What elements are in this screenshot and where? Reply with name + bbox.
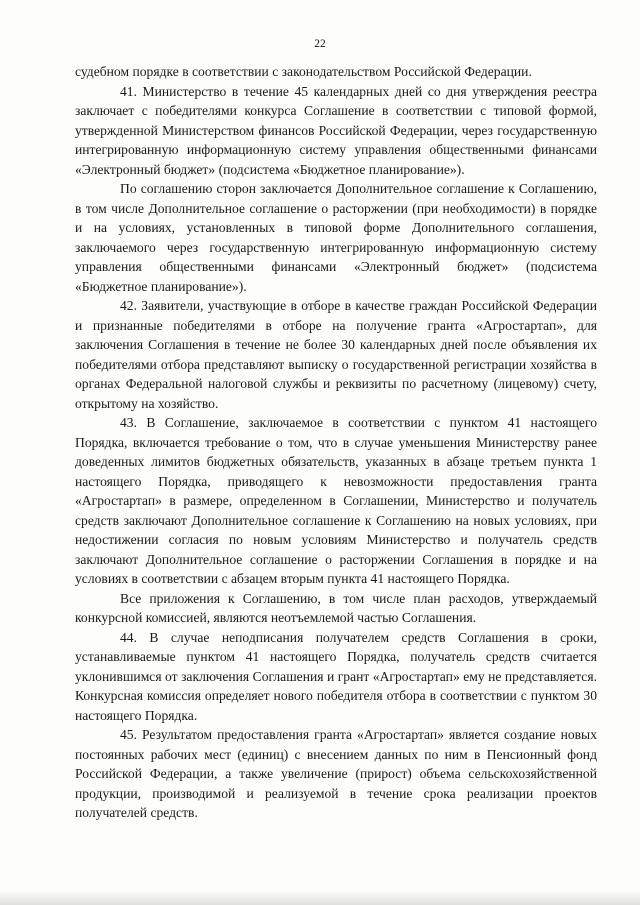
paragraph-continuation: судебном порядке в соответствии с законодательством Российской Федерации. — [75, 64, 532, 79]
paragraph-41: 41. Министерство в течение 45 календарных дней со дня утверждения реестра заключает с победителями конкурса Соглашение в соответствии с типовой формой, утвержденной Министерством финансов Российской Федерации, через государственную интегрированную информационную систему управления общественными финансами «Электронный бюджет» (подсистема «Бюджетное планирование»). — [75, 83, 597, 177]
document-body — [75, 62, 597, 823]
paragraph-42: 42. Заявители, участвующие в отборе в качестве граждан Российской Федерации и признанные победителями в отборе на получение гранта «Агростартап», для заключения Соглашения в течение не более 30 календарных дней после объявления их победителями отбора представляют выписку о государственной регистрации хозяйства в органах Федеральной налоговой службы и реквизиты по расчетному (лицевому) счету, открытому на хозяйство. — [75, 298, 597, 411]
paragraph-43: 43. В Соглашение, заключаемое в соответствии с пунктом 41 настоящего Порядка, включается требование о том, что в случае уменьшения Министерству ранее доведенных лимитов бюджетных обязательств, указанных в абзаце третьем пункта 1 настоящего Порядка, приводящего к невозможности предоставления гранта «Агростартап» в размере, определенном в Соглашении, Министерство и получатель средств заключают Дополнительное соглашение к Соглашению на новых условиях, при недостижении согласия по новым условиям Министерство и получатель средств заключают Дополнительное соглашение о расторжении Соглашения в порядке и на условиях в соответствии с абзацем вторым пункта 41 настоящего Порядка. — [75, 415, 597, 586]
paragraph-additional-agreement: По соглашению сторон заключается Дополнительное соглашение к Соглашению, в том числе Дополнительное соглашение о расторжении (при необходимости) в порядке и на условиях, установленных в типовой форме Дополнительного соглашения, заключаемого через государственную интегрированную информационную систему управления общественными финансами «Электронный бюджет» (подсистема «Бюджетное планирование»). — [75, 181, 597, 294]
paragraph-attachments: Все приложения к Соглашению, в том числе план расходов, утверждаемый конкурсной комиссией, являются неотъемлемой частью Соглашения. — [75, 590, 597, 625]
page-number: 22 — [314, 38, 326, 50]
scan-bottom-shadow — [0, 891, 640, 905]
paragraph-44: 44. В случае неподписания получателем средств Соглашения в сроки, устанавливаемые пунктом 41 настоящего Порядка, получатель средств считается уклонившимся от заключения Соглашения и грант «Агростартап» ему не представляется. Конкурсная комиссия определяет нового победителя отбора в соответствии с пунктом 30 настоящего Порядка. — [75, 629, 597, 723]
paragraph-45: 45. Результатом предоставления гранта «Агростартап» является создание новых постоянных рабочих мест (единиц) с внесением данных по ним в Пенсионный фонд Российской Федерации, а также увеличение (прирост) объема сельскохозяйственной продукции, производимой и реализуемой в течение срока реализации проектов получателей средств. — [75, 727, 597, 820]
